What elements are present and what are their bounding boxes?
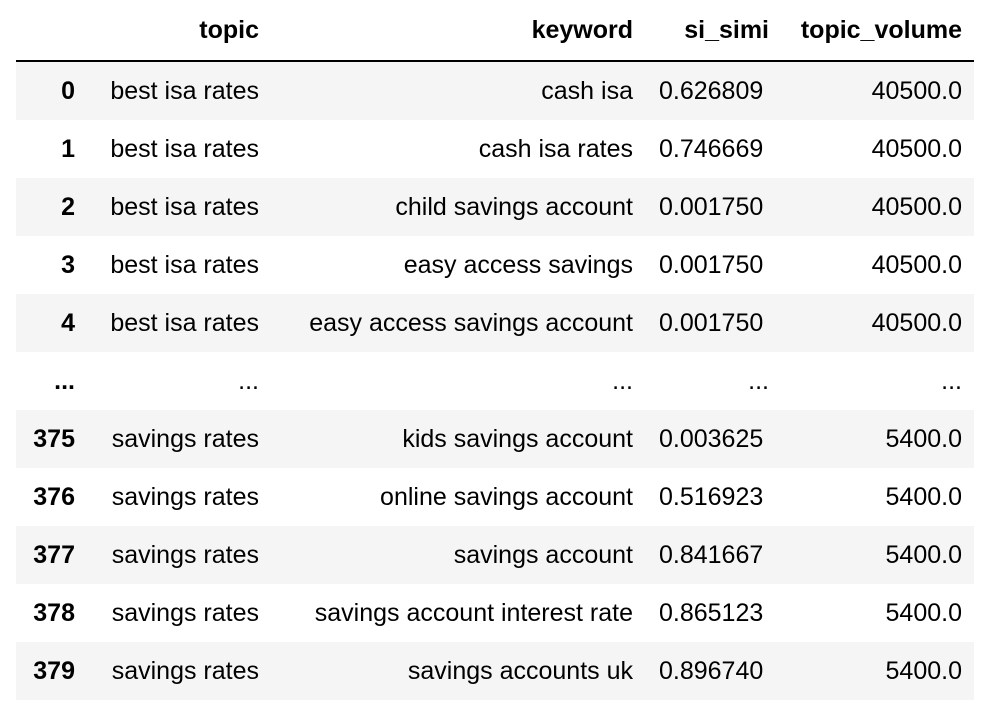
cell-topic: savings rates bbox=[111, 424, 259, 453]
header-index bbox=[16, 0, 83, 61]
row-index: 379 bbox=[33, 656, 75, 685]
cell-topic: ... bbox=[238, 366, 259, 395]
cell-keyword: savings account bbox=[453, 540, 633, 569]
cell-keyword: cash isa rates bbox=[478, 134, 633, 163]
cell-si-simi: 0.001750 bbox=[659, 192, 764, 221]
table-row bbox=[16, 410, 974, 468]
cell-topic-volume: 5400.0 bbox=[885, 598, 962, 627]
cell-topic: best isa rates bbox=[110, 308, 259, 337]
cell-topic-volume: 40500.0 bbox=[871, 76, 962, 105]
cell-topic-volume: 5400.0 bbox=[885, 656, 962, 685]
cell-si-simi: 0.865123 bbox=[659, 598, 764, 627]
ellipsis-row bbox=[16, 352, 974, 410]
row-index: 4 bbox=[61, 308, 75, 337]
cell-topic: savings rates bbox=[111, 656, 259, 685]
header-topic-volume: topic_volume bbox=[781, 0, 974, 61]
cell-keyword: cash isa bbox=[541, 76, 633, 105]
cell-topic-volume: 40500.0 bbox=[871, 192, 962, 221]
cell-topic: best isa rates bbox=[110, 76, 259, 105]
row-index: 378 bbox=[33, 598, 75, 627]
cell-topic: savings rates bbox=[111, 540, 259, 569]
cell-si-simi: 0.626809 bbox=[659, 76, 764, 105]
header-keyword: keyword bbox=[271, 0, 645, 61]
cell-keyword: child savings account bbox=[395, 192, 633, 221]
cell-si-simi: 0.516923 bbox=[659, 482, 764, 511]
cell-si-simi: 0.001750 bbox=[659, 308, 764, 337]
cell-keyword: ... bbox=[612, 366, 633, 395]
cell-si-simi: ... bbox=[748, 366, 769, 395]
cell-keyword: online savings account bbox=[380, 482, 633, 511]
cell-keyword: easy access savings account bbox=[309, 308, 633, 337]
table-row bbox=[16, 526, 974, 584]
row-index: 1 bbox=[61, 134, 75, 163]
row-index: ... bbox=[54, 366, 75, 395]
cell-si-simi: 0.001750 bbox=[659, 250, 764, 279]
cell-keyword: easy access savings bbox=[403, 250, 633, 279]
row-index: 0 bbox=[61, 76, 75, 105]
row-index: 376 bbox=[33, 482, 75, 511]
cell-keyword: savings accounts uk bbox=[407, 656, 633, 685]
table-row bbox=[16, 178, 974, 236]
cell-si-simi: 0.841667 bbox=[659, 540, 764, 569]
table-row bbox=[16, 642, 974, 700]
cell-topic-volume: 5400.0 bbox=[885, 540, 962, 569]
cell-si-simi: 0.003625 bbox=[659, 424, 764, 453]
cell-keyword: savings account interest rate bbox=[314, 598, 633, 627]
cell-topic-volume: 40500.0 bbox=[871, 250, 962, 279]
row-index: 3 bbox=[61, 250, 75, 279]
cell-topic: best isa rates bbox=[110, 134, 259, 163]
header-row bbox=[16, 0, 974, 61]
cell-topic-volume: 40500.0 bbox=[871, 308, 962, 337]
cell-topic-volume: ... bbox=[941, 366, 962, 395]
header-topic: topic bbox=[83, 0, 271, 61]
table-row bbox=[16, 120, 974, 178]
dataframe-table bbox=[16, 0, 974, 700]
cell-topic: savings rates bbox=[111, 598, 259, 627]
cell-keyword: kids savings account bbox=[402, 424, 633, 453]
row-index: 2 bbox=[61, 192, 75, 221]
cell-topic-volume: 40500.0 bbox=[871, 134, 962, 163]
header-si-simi: si_simi bbox=[645, 0, 781, 61]
row-index: 375 bbox=[33, 424, 75, 453]
cell-si-simi: 0.896740 bbox=[659, 656, 764, 685]
cell-topic-volume: 5400.0 bbox=[885, 482, 962, 511]
table-row bbox=[16, 584, 974, 642]
cell-topic-volume: 5400.0 bbox=[885, 424, 962, 453]
table-row bbox=[16, 61, 974, 120]
cell-topic: savings rates bbox=[111, 482, 259, 511]
row-index: 377 bbox=[33, 540, 75, 569]
cell-topic: best isa rates bbox=[110, 250, 259, 279]
cell-si-simi: 0.746669 bbox=[659, 134, 764, 163]
table-row bbox=[16, 236, 974, 294]
table-row bbox=[16, 294, 974, 352]
cell-topic: best isa rates bbox=[110, 192, 259, 221]
table-row bbox=[16, 468, 974, 526]
